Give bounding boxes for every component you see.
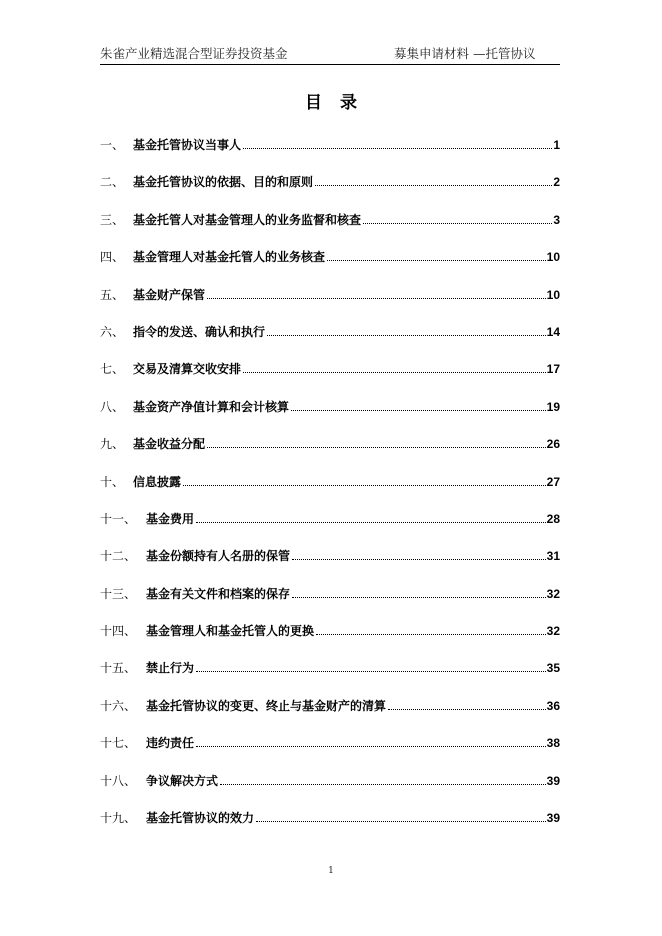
dot-leader	[243, 363, 546, 373]
toc-entry-7[interactable]	[100, 360, 560, 397]
toc-entry-number: 五、	[100, 287, 125, 302]
toc-entry-page: 38	[546, 736, 560, 751]
toc-entry-number: 十二、	[100, 549, 137, 564]
toc-entry-19[interactable]	[100, 809, 560, 846]
dot-leader	[196, 737, 546, 747]
dot-leader	[196, 513, 546, 523]
toc-entry-1[interactable]	[100, 136, 560, 173]
toc-entry-number: 十五、	[100, 661, 137, 676]
toc-entry-2[interactable]	[100, 173, 560, 210]
toc-entry-page: 26	[546, 437, 560, 452]
toc-entry-page: 10	[546, 250, 560, 265]
toc-entry-page: 19	[546, 399, 560, 414]
dot-leader	[267, 326, 546, 336]
dot-leader	[327, 251, 546, 261]
toc-entry-page: 39	[546, 811, 560, 826]
page-header	[100, 44, 560, 65]
toc-entry-number: 七、	[100, 362, 125, 377]
toc-entry-page: 3	[553, 212, 560, 227]
toc-entry-16[interactable]	[100, 697, 560, 734]
toc-entry-label: 基金有关文件和档案的保存	[146, 586, 291, 601]
toc-entry-label: 禁止行为	[146, 661, 195, 676]
toc-entry-11[interactable]	[100, 510, 560, 547]
toc-entry-8[interactable]	[100, 398, 560, 435]
toc-entry-number: 十三、	[100, 586, 137, 601]
dot-leader	[256, 812, 546, 822]
toc-entry-number: 十七、	[100, 736, 137, 751]
toc-entry-page: 17	[546, 362, 560, 377]
dot-leader	[207, 438, 546, 448]
toc-entry-number: 三、	[100, 212, 125, 227]
toc-entry-10[interactable]	[100, 473, 560, 510]
toc-entry-number: 二、	[100, 175, 125, 190]
toc-entry-page: 28	[546, 511, 560, 526]
toc-entry-page: 2	[553, 175, 560, 190]
toc-entry-page: 1	[553, 138, 560, 152]
toc-title: 目录	[305, 93, 375, 113]
toc-entry-label: 违约责任	[146, 736, 195, 751]
table-of-contents	[100, 136, 560, 846]
toc-entry-5[interactable]	[100, 286, 560, 323]
toc-entry-number: 十八、	[100, 773, 137, 788]
toc-entry-6[interactable]	[100, 323, 560, 360]
toc-entry-page: 27	[546, 474, 560, 489]
toc-entry-number: 四、	[100, 250, 125, 265]
toc-entry-13[interactable]	[100, 585, 560, 622]
toc-entry-4[interactable]	[100, 248, 560, 285]
toc-entry-label: 基金费用	[146, 511, 195, 526]
toc-entry-number: 十四、	[100, 624, 137, 639]
dot-leader	[291, 401, 546, 411]
toc-entry-17[interactable]	[100, 734, 560, 771]
toc-entry-number: 一、	[100, 138, 125, 152]
toc-entry-9[interactable]	[100, 435, 560, 472]
toc-entry-number: 十六、	[100, 698, 137, 713]
toc-entry-label: 基金托管协议的效力	[146, 811, 255, 826]
toc-entry-label: 交易及清算交收安排	[133, 362, 242, 377]
dot-leader	[363, 214, 552, 224]
toc-entry-number: 八、	[100, 399, 125, 414]
toc-entry-18[interactable]	[100, 772, 560, 809]
toc-entry-label: 争议解决方式	[146, 773, 219, 788]
toc-entry-number: 十一、	[100, 511, 137, 526]
dot-leader	[207, 289, 546, 299]
toc-entry-page: 32	[546, 586, 560, 601]
toc-entry-label: 指令的发送、确认和执行	[133, 324, 266, 339]
toc-entry-3[interactable]	[100, 211, 560, 248]
toc-entry-label: 基金托管协议当事人	[133, 138, 242, 152]
toc-entry-label: 基金资产净值计算和会计核算	[133, 399, 290, 414]
toc-entry-page: 31	[546, 549, 560, 564]
toc-entry-page: 35	[546, 661, 560, 676]
toc-entry-number: 六、	[100, 324, 125, 339]
toc-entry-label: 基金份额持有人名册的保管	[146, 549, 291, 564]
toc-entry-14[interactable]	[100, 622, 560, 659]
toc-entry-label: 基金托管人对基金管理人的业务监督和核查	[133, 212, 362, 227]
toc-entry-page: 10	[546, 287, 560, 302]
dot-leader	[388, 700, 546, 710]
dot-leader	[315, 176, 552, 186]
dot-leader	[220, 775, 546, 785]
header-fund-name: 朱雀产业精选混合型证券投资基金	[100, 46, 288, 61]
toc-entry-label: 基金管理人和基金托管人的更换	[146, 624, 315, 639]
page-number: 1	[328, 866, 334, 876]
toc-entry-label: 基金收益分配	[133, 437, 206, 452]
dot-leader	[196, 662, 546, 672]
toc-entry-number: 十、	[100, 474, 125, 489]
toc-entry-page: 32	[546, 624, 560, 639]
dot-leader	[183, 476, 546, 486]
toc-entry-15[interactable]	[100, 659, 560, 696]
toc-entry-number: 九、	[100, 437, 125, 452]
dot-leader	[243, 139, 552, 149]
toc-entry-label: 基金托管协议的变更、终止与基金财产的清算	[146, 698, 387, 713]
toc-entry-page: 36	[546, 698, 560, 713]
toc-entry-label: 基金财产保管	[133, 287, 206, 302]
dot-leader	[316, 625, 546, 635]
toc-entry-label: 基金托管协议的依据、目的和原则	[133, 175, 314, 190]
dot-leader	[292, 588, 546, 598]
header-doc-type: 募集申请材料 —托管协议	[394, 46, 536, 61]
toc-entry-label: 信息披露	[133, 474, 182, 489]
toc-entry-12[interactable]	[100, 547, 560, 584]
toc-entry-page: 39	[546, 773, 560, 788]
toc-entry-number: 十九、	[100, 811, 137, 826]
dot-leader	[292, 550, 546, 560]
toc-entry-page: 14	[546, 324, 560, 339]
toc-entry-label: 基金管理人对基金托管人的业务核查	[133, 250, 326, 265]
